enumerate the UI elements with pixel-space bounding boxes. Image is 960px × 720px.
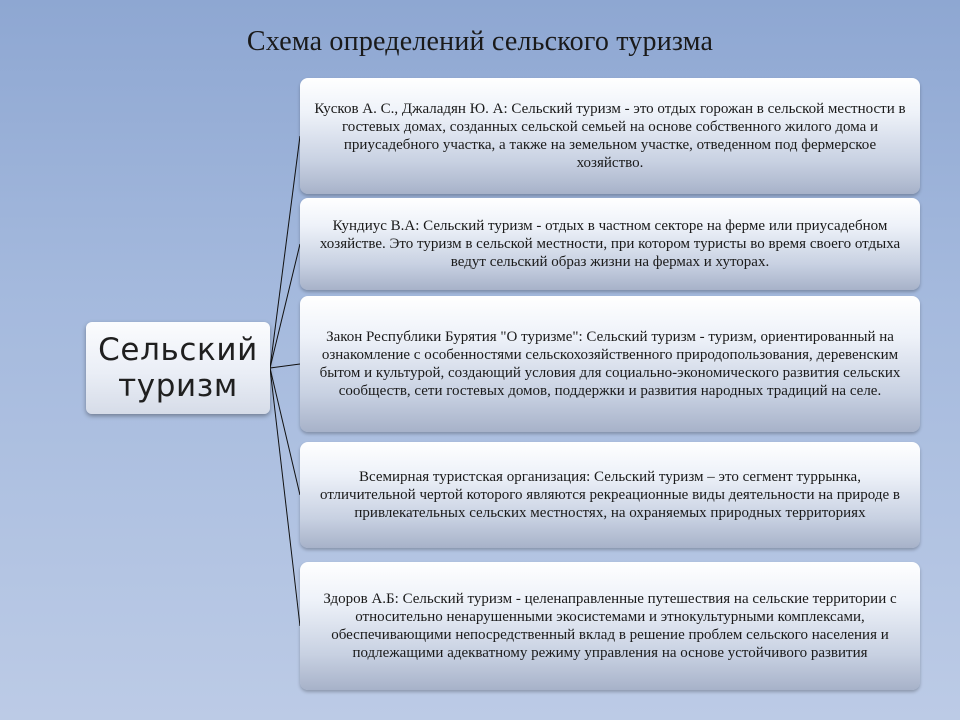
connector-line-2: [270, 244, 300, 368]
definition-text-5: Здоров А.Б: Сельский туризм - целенаправленные путешествия на сельские территории с относительно ненарушенными экосистемами и этнокультурными комплексами, обеспечивающими непосредственный вклад в решение проблем сельского населения и подлежащими адекватному режиму управления на основе устойчивого развития: [323, 591, 897, 661]
center-concept-box: [86, 322, 270, 414]
definition-box-2: [300, 198, 920, 290]
definition-box-3: [300, 296, 920, 432]
definition-text-2: Кундиус В.А: Сельский туризм - отдых в частном секторе на ферме или приусадебном хозяйстве. Это туризм в сельской местности, при котором туристы во время своего отдыха ведут сельский образ жизни на фермах и хуторах.: [319, 218, 901, 270]
connector-line-1: [270, 136, 300, 368]
definition-text-1: Кусков А. С., Джаладян Ю. А: Сельский туризм - это отдых горожан в сельской местности в гостевых домах, созданных сельской семьей на основе собственного жилого дома и приусадебного участка, а также на земельном участке, отведенном под фермерское хозяйство.: [314, 101, 906, 171]
definition-box-1: [300, 78, 920, 194]
definition-text-3: Закон Республики Бурятия "О туризме": Сельский туризм - туризм, ориентированный на ознакомление с особенностями сельскохозяйственного природопользования, деревенским бытом и культурой, создающий условия для социально-экономического развития сельских сообществ, сети гостевых домов, поддержки и развития народных традиций на селе.: [319, 329, 901, 399]
definition-box-5: [300, 562, 920, 690]
page-title: Схема определений сельского туризма: [246, 26, 714, 57]
connector-line-4: [270, 368, 300, 495]
definition-text-4: Всемирная туристская организация: Сельский туризм – это сегмент туррынка, отличительной чертой которого являются рекреационные виды деятельности на природе в привлекательных сельских местностях, на охраняемых природных территориях: [320, 469, 900, 521]
connector-line-3: [270, 364, 300, 368]
center-concept-label: Сельский туризм: [98, 332, 258, 404]
definition-box-4: [300, 442, 920, 548]
connector-line-5: [270, 368, 300, 626]
